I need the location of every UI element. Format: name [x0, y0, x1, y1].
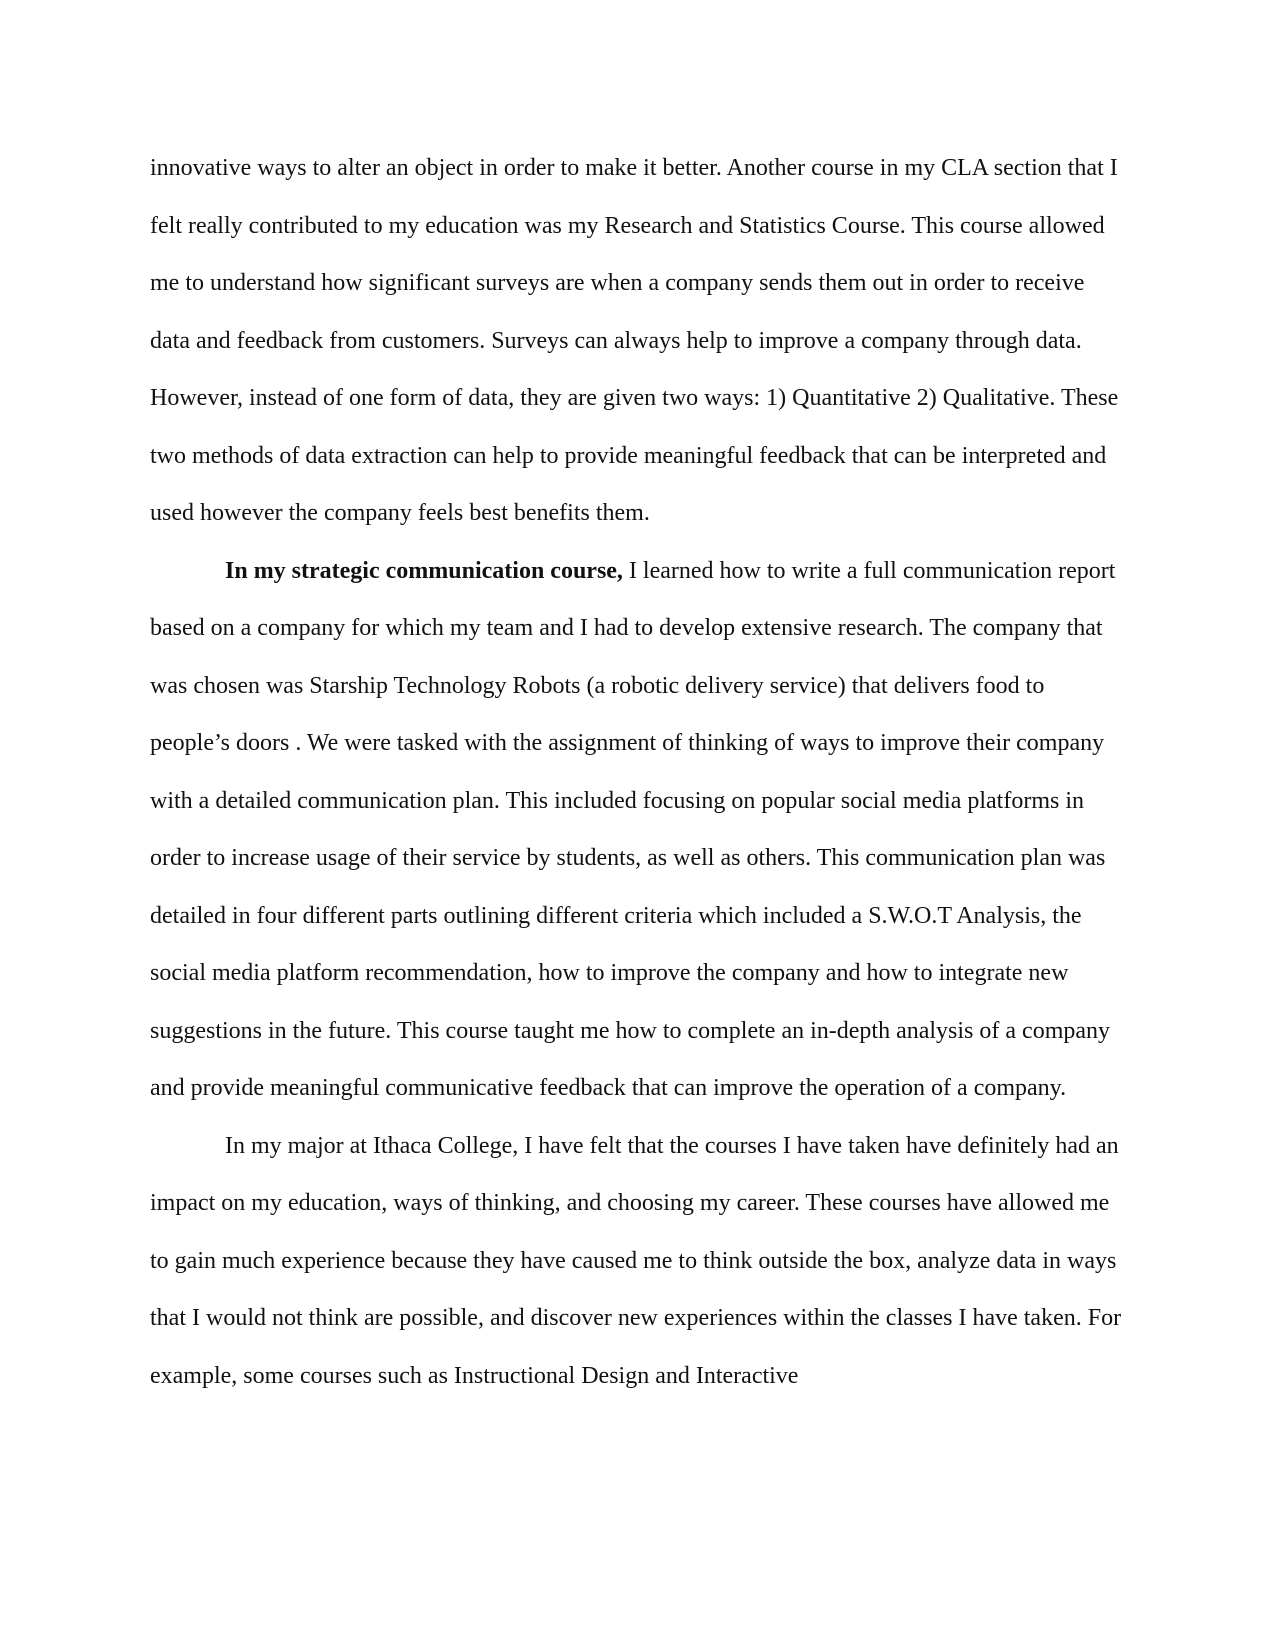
paragraph-2-bold-lead: In my strategic communication course, [225, 557, 623, 584]
paragraph-2 [150, 543, 1130, 1118]
document-body [150, 140, 1130, 1405]
paragraph-1 [150, 140, 1130, 543]
paragraph-3-text: In my major at Ithaca College, I have felt that the courses I have taken have definitely had an impact on my education, ways of thinking, and choosing my career. These courses have allowed me to gain much experience because they have caused me to think outside the box, analyze data in ways that I would not think are possible, and discover new experiences within the classes I have taken. For example, some courses such as Instructional Design and Interactive [150, 1132, 1122, 1389]
paragraph-1-text: innovative ways to alter an object in order to make it better. Another course in my CLA section that I felt really contributed to my education was my Research and Statistics Course. This course allowed me to understand how significant surveys are when a company sends them out in order to receive data and feedback from customers. Surveys can always help to improve a company through data. However, instead of one form of data, they are given two ways: 1) Quantitative 2) Qualitative. These two methods of data extraction can help to provide meaningful feedback that can be interpreted and used however the company feels best benefits them. [150, 155, 1119, 526]
paragraph-2-text: I learned how to write a full communication report based on a company for which my team and I had to develop extensive research. The company that was chosen was Starship Technology Robots (a robotic delivery service) that delivers food to people’s doors . We were tasked with the assignment of thinking of ways to improve their company with a detailed communication plan. This included focusing on popular social media platforms in order to increase usage of their service by students, as well as others. This communication plan was detailed in four different parts outlining different criteria which included a S.W.O.T Analysis, the social media platform recommendation, how to improve the company and how to integrate new suggestions in the future. This course taught me how to complete an in-depth analysis of a company and provide meaningful communicative feedback that can improve the operation of a company. [150, 557, 1116, 1101]
paragraph-3 [150, 1118, 1130, 1406]
